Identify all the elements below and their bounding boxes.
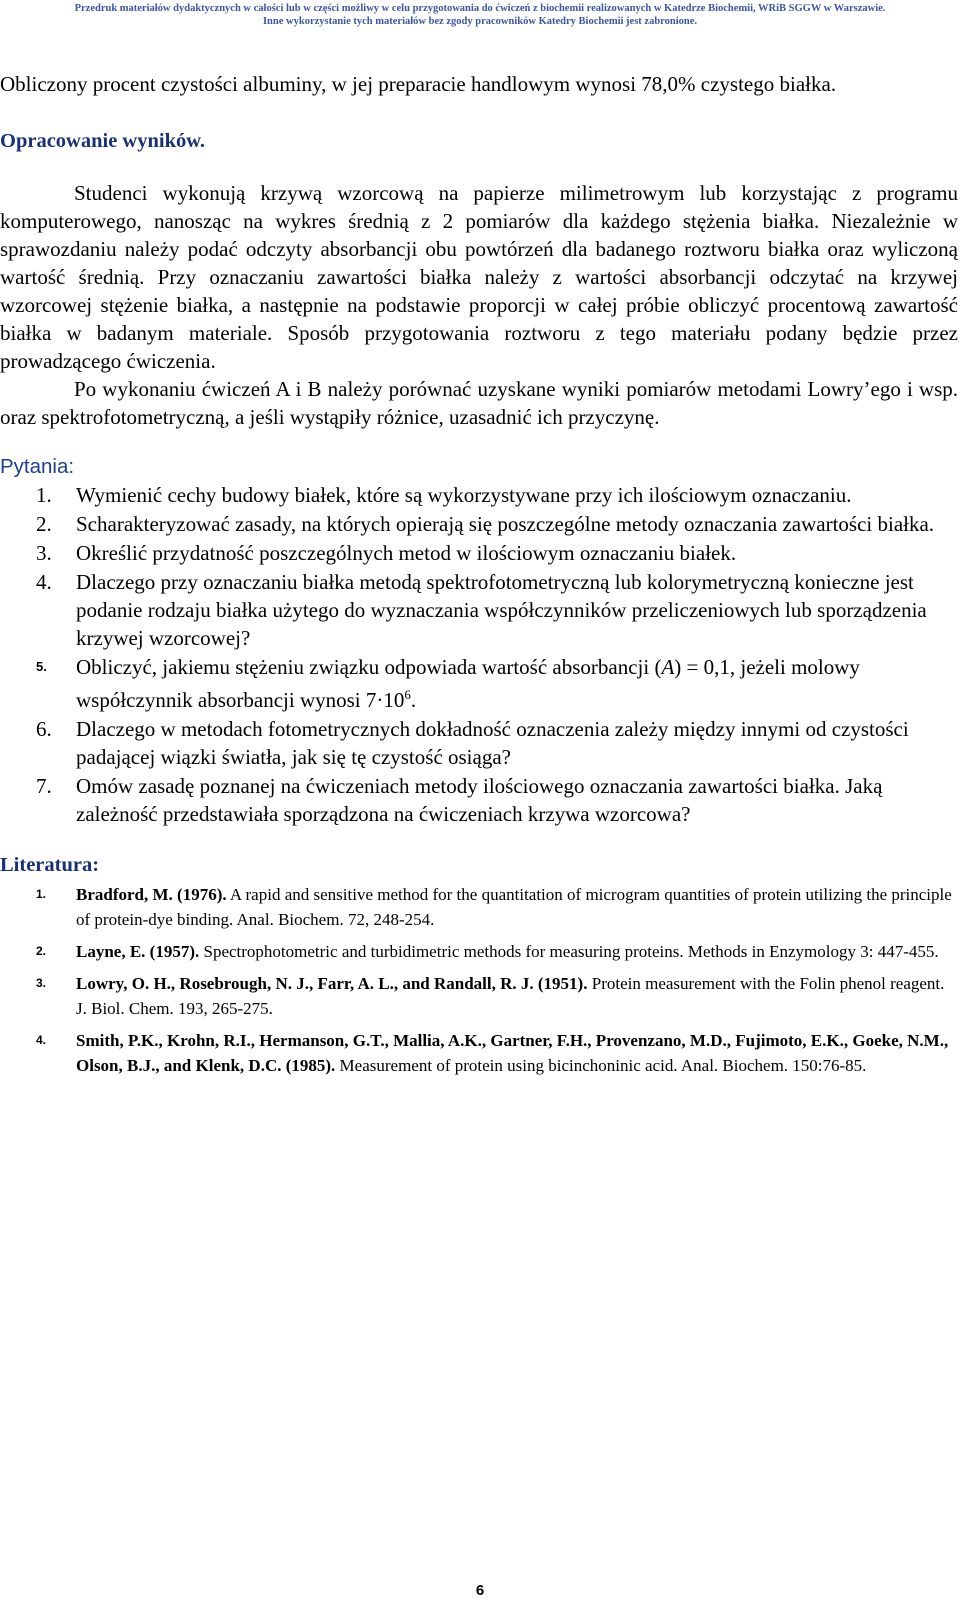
multiplication-dot: · [376, 688, 384, 712]
reference-authors: Smith, P.K., Krohn, R.I., Hermanson, G.T., Mallia, A.K., Gartner, F.H., Provenzano, M.D., Fujimoto, E.K., Goeke, N.M., Olson, B.J., and Klenk, D.C. (1985). [76, 1031, 949, 1075]
reference-number: 3. [36, 976, 47, 990]
header-line-2: Inne wykorzystanie tych materiałów bez zgody pracowników Katedry Biochemii jest zabronione. [262, 16, 698, 27]
question-number: 1. [36, 483, 52, 507]
question-text-part: ) = 0,1, jeżeli molowy współczynnik absorbancji wynosi 7 [76, 655, 860, 712]
reference-item [0, 1028, 958, 1078]
question-item [0, 715, 958, 771]
question-number: 6. [36, 717, 52, 741]
reference-item [0, 882, 958, 932]
results-paragraph-2: Po wykonaniu ćwiczeń A i B należy porównać uzyskane wyniki pomiarów metodami Lowry’ego i wsp. oraz spektrofotometryczną, a jeśli wystąpiły różnice, uzasadnić ich przyczynę. [0, 377, 958, 429]
questions-heading: Pytania: [0, 455, 75, 478]
question-text-part: Obliczyć, jakiemu stężeniu związku odpowiada wartość absorbancji ( [76, 655, 662, 679]
question-text: Wymienić cechy budowy białek, które są wykorzystywane przy ich ilościowym oznaczaniu. [76, 483, 852, 507]
reference-text: Spectrophotometric and turbidimetric methods for measuring proteins. Methods in Enzymology 3: 447-455. [199, 942, 939, 961]
question-text-part: . [410, 688, 417, 712]
question-text: Dlaczego w metodach fotometrycznych dokładność oznaczenia zależy między innymi od czystości padającej wiązki światła, jak się tę czystość osiąga? [76, 717, 909, 769]
question-number: 2. [36, 512, 52, 536]
question-number: 3. [36, 541, 52, 565]
document-body [0, 70, 958, 1085]
question-item [0, 539, 958, 567]
intro-paragraph: Obliczony procent czystości albuminy, w jej preparacie handlowym wynosi 78,0% czystego białka. [0, 72, 837, 96]
reference-text: Measurement of protein using bicinchoninic acid. Anal. Biochem. 150:76-85. [335, 1056, 867, 1075]
question-item [0, 653, 958, 714]
questions-list [0, 481, 958, 828]
power-exponent: 6 [404, 687, 411, 702]
question-item [0, 568, 958, 652]
absorbance-symbol: A [661, 655, 675, 679]
reference-number: 1. [36, 887, 47, 901]
question-text: Dlaczego przy oznaczaniu białka metodą spektrofotometryczną lub kolorymetryczną konieczne jest podanie rodzaju białka użytego do wyznaczania współczynników przeliczeniowych lub sporządzenia krzywej wzorcowej? [76, 570, 927, 650]
reference-authors: Bradford, M. (1976). [76, 885, 227, 904]
question-item [0, 772, 958, 828]
reference-number: 2. [36, 944, 47, 958]
question-number: 7. [36, 774, 52, 798]
question-text: Omów zasadę poznanej na ćwiczeniach metody ilościowego oznaczania zawartości białka. Jaką zależność przedstawiała sporządzona na ćwiczeniach krzywa wzorcowa? [76, 774, 883, 826]
question-number: 4. [36, 570, 52, 594]
power-base: 10 [383, 688, 405, 712]
question-item [0, 510, 958, 538]
page-number: 6 [475, 1582, 485, 1599]
reference-item [0, 971, 958, 1021]
copyright-header [0, 2, 960, 28]
reference-item [0, 939, 958, 964]
reference-text: Protein measurement with the Folin phenol reagent. J. Biol. Chem. 193, 265-275. [76, 974, 945, 1018]
results-paragraph-1: Studenci wykonują krzywą wzorcową na papierze milimetrowym lub korzystając z programu komputerowego, nanosząc na wykres średnią z 2 pomiarów dla każdego stężenia białka. Niezależnie w sprawozdaniu należy podać odczyty absorbancji obu powtórzeń dla badanego roztworu białka oraz wyliczoną wartość średnią. Przy oznaczaniu zawartości białka należy z wartości absorbancji odczytać na krzywej wzorcowej stężenie białka, a następnie na podstawie proporcji w całej próbie obliczyć procentową zawartość białka w badanym materiale. Sposób przygotowania roztworu z tego materiału podany będzie przez prowadzącego ćwiczenia. [0, 181, 958, 373]
literature-list [0, 882, 958, 1078]
literature-heading: Literatura: [0, 854, 100, 876]
question-item [0, 481, 958, 509]
reference-number: 4. [36, 1033, 47, 1047]
question-text: Scharakteryzować zasady, na których opierają się poszczególne metody oznaczania zawartości białka. [76, 512, 935, 536]
reference-authors: Lowry, O. H., Rosebrough, N. J., Farr, A. L., and Randall, R. J. (1951). [76, 974, 588, 993]
reference-text: A rapid and sensitive method for the quantitation of microgram quantities of protein utilizing the principle of protein-dye binding. Anal. Biochem. 72, 248-254. [76, 885, 952, 929]
header-line-1: Przedruk materiałów dydaktycznych w całości lub w części możliwy w celu przygotowania do ćwiczeń z biochemii realizowanych w Katedrze Biochemii, WRiB SGGW w Warszawie. [74, 3, 886, 14]
results-heading: Opracowanie wyników. [0, 130, 206, 152]
question-text: Określić przydatność poszczególnych metod w ilościowym oznaczaniu białek. [76, 541, 737, 565]
reference-authors: Layne, E. (1957). [76, 942, 200, 961]
question-number: 5. [36, 659, 47, 674]
